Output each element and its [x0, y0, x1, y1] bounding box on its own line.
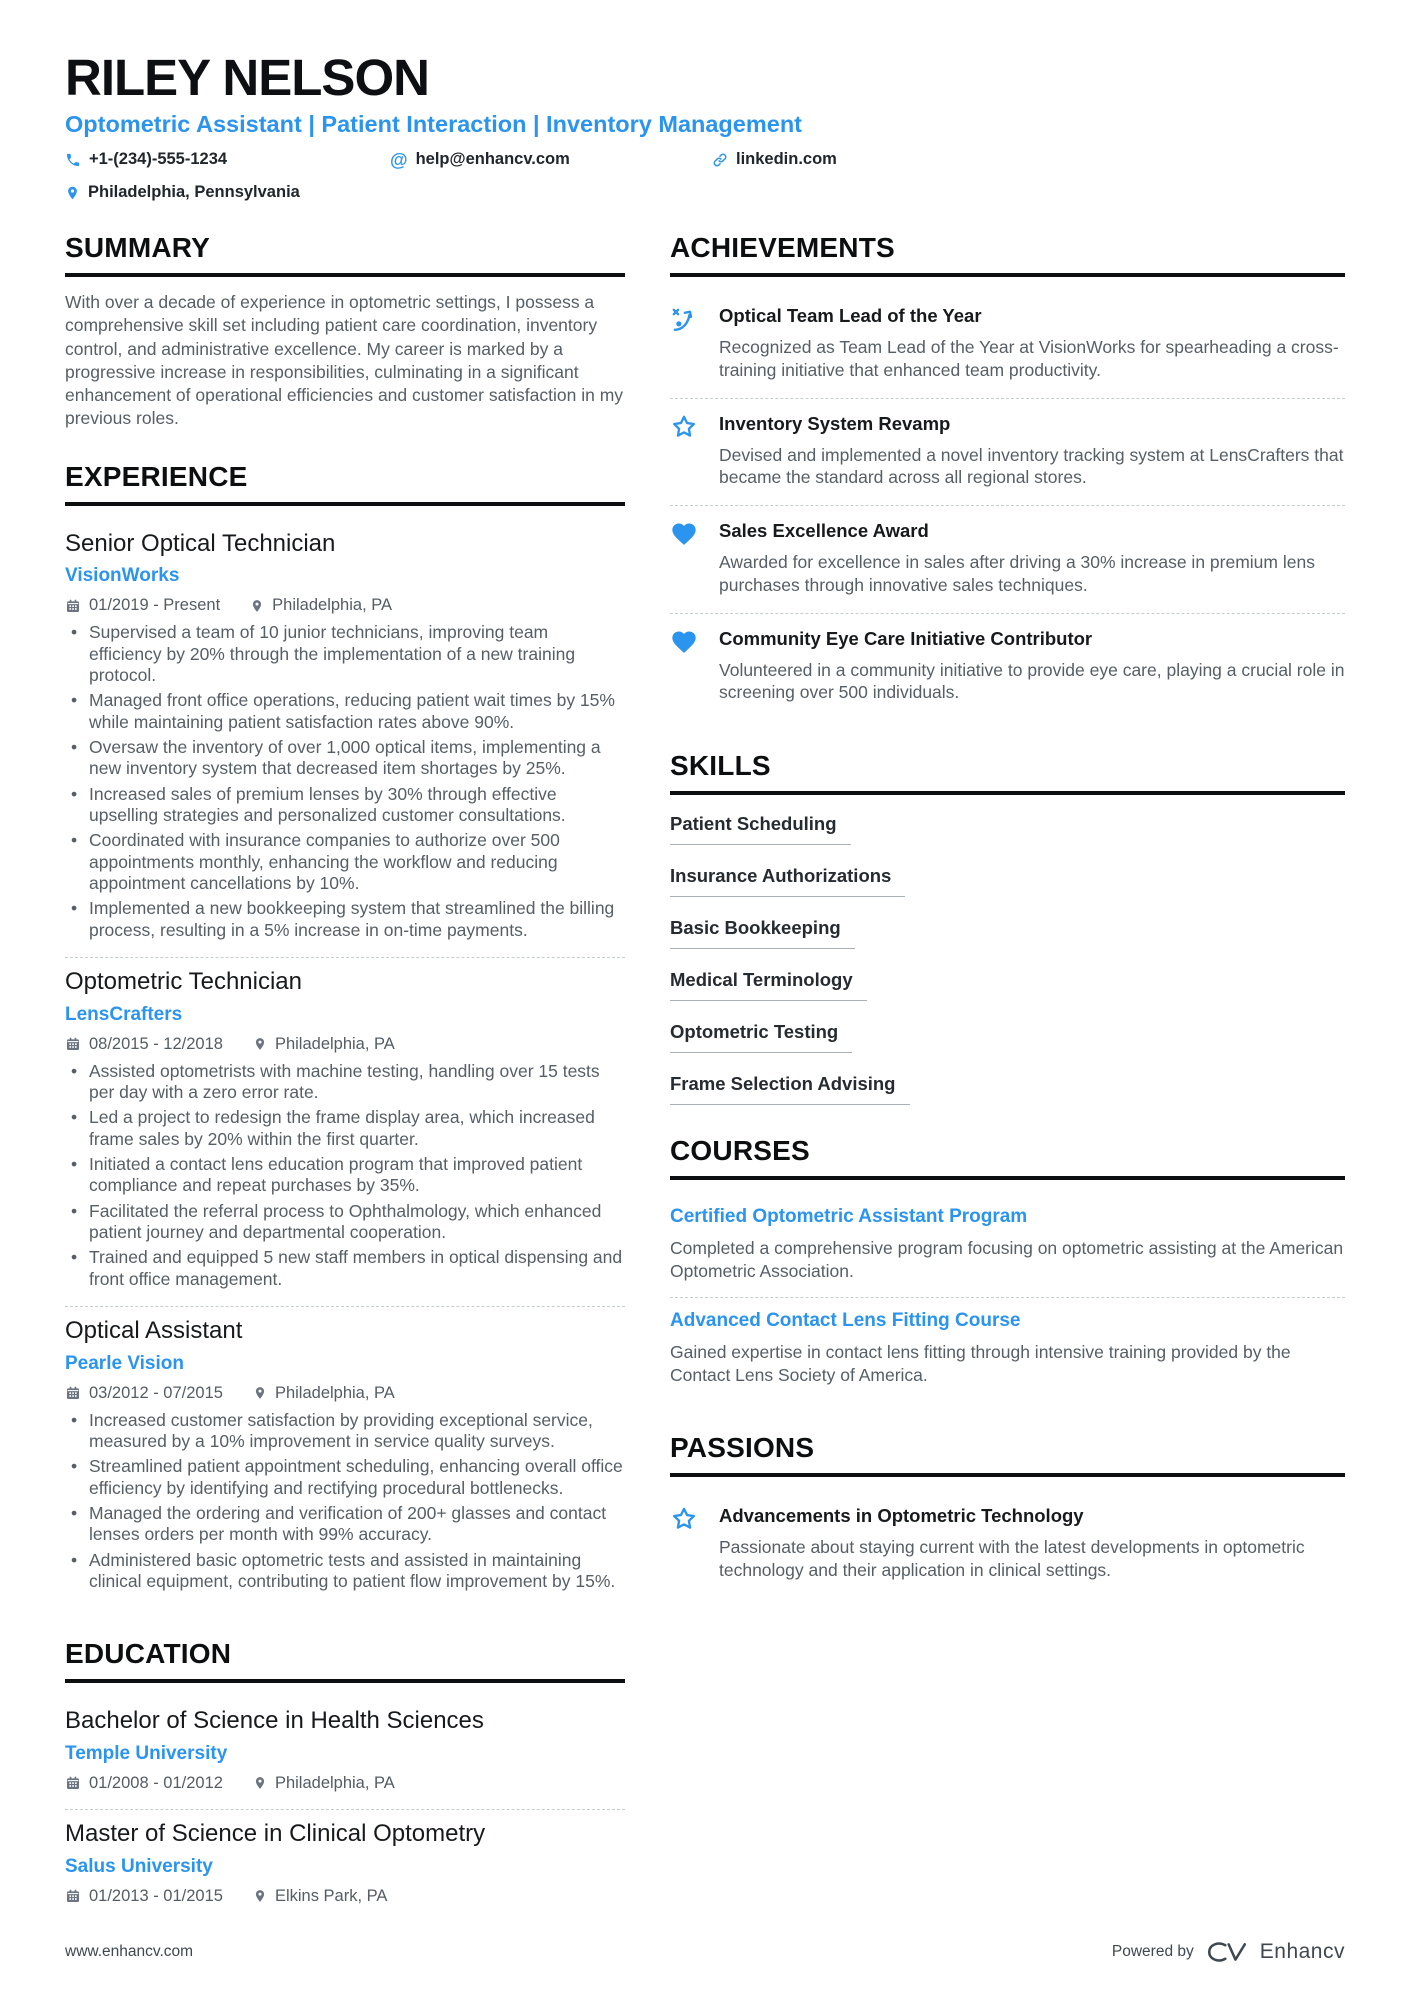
location-text: Philadelphia, PA	[272, 596, 393, 615]
date-text: 01/2013 - 01/2015	[89, 1886, 223, 1905]
experience-section	[65, 461, 625, 1609]
skills-section	[670, 750, 1345, 1105]
job-location	[250, 596, 392, 615]
right-column	[670, 232, 1345, 1597]
calendar-icon	[65, 1385, 81, 1401]
passion-icon	[670, 1504, 704, 1582]
school-name: Salus University	[65, 1855, 213, 1877]
skill-item	[670, 865, 1345, 897]
achievement-body	[719, 304, 1345, 382]
passion-item	[670, 1491, 1345, 1598]
date-text: 01/2008 - 01/2012	[89, 1773, 223, 1792]
phone-number: +1-(234)-555-1234	[89, 150, 228, 169]
achievement-item	[670, 291, 1345, 398]
achievements-heading: ACHIEVEMENTS	[670, 232, 1345, 277]
linkedin-url[interactable]: linkedin.com	[736, 150, 837, 169]
summary-text: With over a decade of experience in optometric settings, I possess a comprehensive skill set including patient care coordination, inventory control, and administrative excellence. My career is marked by a progressive increase in responsibilities, culminating in a significant enhancement of operational efficiencies and customer satisfaction in my previous roles.	[65, 292, 624, 429]
location-text: Philadelphia, PA	[274, 1773, 395, 1792]
pin-icon	[253, 1385, 267, 1401]
experience-list	[65, 520, 625, 1609]
achievement-text: Awarded for excellence in sales after driving a 30% increase in premium lens purchases through innovative sales techniques.	[719, 552, 1315, 595]
achievement-title: Inventory System Revamp	[719, 412, 951, 434]
achievement-icon	[670, 627, 704, 705]
course-title: Advanced Contact Lens Fitting Course	[670, 1310, 1021, 1332]
skill-item	[670, 969, 1345, 1001]
education-list	[65, 1697, 625, 1921]
bullet-item: • Streamlined patient appointment scheduling, enhancing overall office efficiency by identifying and rectifying procedural bottlenecks.	[65, 1456, 625, 1499]
location-text: Elkins Park, PA	[274, 1886, 388, 1905]
bullet-item: • Managed the ordering and verification of 200+ glasses and contact lenses orders per month with 99% accuracy.	[65, 1503, 625, 1546]
bullet-item: • Administered basic optometric tests and assisted in maintaining clinical equipment, contributing to patient flow improvement by 15%.	[65, 1550, 625, 1593]
skill-label: Insurance Authorizations	[670, 865, 905, 897]
achievement-body	[719, 519, 1345, 597]
email[interactable]	[390, 150, 570, 169]
heart-icon	[670, 628, 698, 656]
entry-meta	[65, 1774, 625, 1793]
summary-section	[65, 232, 625, 431]
achievements-list	[670, 291, 1345, 720]
course-title: Certified Optometric Assistant Program	[670, 1206, 1028, 1228]
strategy-icon	[670, 305, 698, 333]
entry-meta	[65, 596, 625, 615]
company-name: Pearle Vision	[65, 1352, 184, 1374]
footer-url[interactable]: www.enhancv.com	[65, 1943, 194, 1960]
powered-by-label: Powered by	[1111, 1943, 1194, 1960]
pin-icon	[250, 598, 264, 614]
experience-entry	[65, 1306, 625, 1608]
bullet-item: • Supervised a team of 10 junior technicians, improving team efficiency by 20% through the implementation of a new training protocol.	[65, 622, 625, 686]
person-name: RILEY NELSON	[65, 49, 429, 106]
pin-icon	[65, 185, 80, 201]
date-range	[65, 1887, 223, 1906]
skills-list	[670, 813, 1345, 1105]
entry-meta	[65, 1035, 625, 1054]
experience-heading: EXPERIENCE	[65, 461, 625, 506]
date-text: 03/2012 - 07/2015	[89, 1383, 223, 1402]
achievement-text: Devised and implemented a novel inventory tracking system at LensCrafters that became the standard across all regional stores.	[719, 444, 1344, 488]
skill-label: Frame Selection Advising	[670, 1073, 910, 1105]
bullet-list	[65, 1410, 625, 1593]
courses-heading: COURSES	[670, 1135, 1345, 1180]
course-item	[670, 1194, 1345, 1297]
skills-heading: SKILLS	[670, 750, 1345, 795]
course-text: Gained expertise in contact lens fitting through intensive training provided by the Contact Lens Society of America.	[670, 1342, 1291, 1385]
pin-icon	[253, 1036, 267, 1052]
courses-list	[670, 1194, 1345, 1402]
powered-by	[1112, 1939, 1345, 1965]
footer	[65, 1939, 1345, 1965]
skill-label: Basic Bookkeeping	[670, 917, 855, 949]
education-entry	[65, 1809, 625, 1922]
entry-meta	[65, 1384, 625, 1403]
date-range	[65, 1035, 223, 1054]
skill-item	[670, 1073, 1345, 1105]
location-text: Philadelphia, PA	[274, 1383, 395, 1402]
date-text: 08/2015 - 12/2018	[89, 1034, 223, 1053]
date-text: 01/2019 - Present	[89, 596, 221, 615]
phone-icon	[65, 152, 81, 168]
summary-heading: SUMMARY	[65, 232, 625, 277]
date-range	[65, 1774, 223, 1793]
degree-title: Master of Science in Clinical Optometry	[65, 1819, 486, 1847]
school-name: Temple University	[65, 1742, 228, 1764]
bullet-item: • Led a project to redesign the frame display area, which increased frame sales by 20% within the first quarter.	[65, 1107, 625, 1150]
achievement-icon	[670, 304, 704, 382]
job-location	[253, 1384, 395, 1403]
achievement-item	[670, 398, 1345, 506]
passion-text: Passionate about staying current with the latest developments in optometric technology and their application in clinical settings.	[719, 1536, 1305, 1580]
calendar-icon	[65, 1775, 81, 1791]
achievements-section	[670, 232, 1345, 720]
date-range	[65, 596, 220, 615]
job-title: Optometric Technician	[65, 968, 302, 996]
calendar-icon	[65, 1036, 81, 1052]
entry-meta	[65, 1887, 625, 1906]
achievement-title: Optical Team Lead of the Year	[719, 305, 982, 327]
achievement-item	[670, 505, 1345, 613]
location-text: Philadelphia, PA	[274, 1034, 395, 1053]
left-column	[65, 232, 625, 1922]
calendar-icon	[65, 1888, 81, 1904]
columns	[65, 232, 1345, 1922]
linkedin[interactable]	[712, 150, 837, 169]
achievement-title: Sales Excellence Award	[719, 520, 929, 542]
job-title: Senior Optical Technician	[65, 529, 336, 557]
achievement-icon	[670, 519, 704, 597]
skill-item	[670, 1021, 1345, 1053]
headline: Optometric Assistant | Patient Interaction | Inventory Management	[65, 111, 803, 138]
bullet-item: • Managed front office operations, reducing patient wait times by 15% while maintaining patient satisfaction rates above 90%.	[65, 690, 625, 733]
passion-body	[719, 1504, 1345, 1582]
calendar-icon	[65, 598, 81, 614]
achievement-text: Volunteered in a community initiative to provide eye care, playing a crucial role in screening over 500 individuals.	[719, 659, 1345, 703]
achievement-icon	[670, 412, 704, 490]
course-item	[670, 1297, 1345, 1401]
education-entry	[65, 1697, 625, 1809]
achievement-title: Community Eye Care Initiative Contributor	[719, 627, 1093, 649]
star-icon	[670, 413, 698, 441]
passions-list	[670, 1491, 1345, 1598]
at-icon: @	[390, 149, 408, 170]
skill-label: Optometric Testing	[670, 1021, 852, 1053]
achievement-text: Recognized as Team Lead of the Year at VisionWorks for spearheading a cross-training initiative that enhanced team productivity.	[719, 337, 1339, 380]
bullet-item: • Oversaw the inventory of over 1,000 optical items, implementing a new inventory system that decreased item shortages by 25%.	[65, 737, 625, 780]
school-location	[253, 1887, 387, 1906]
header	[65, 49, 1345, 202]
skill-item	[670, 917, 1345, 949]
date-range	[65, 1384, 223, 1403]
experience-entry	[65, 520, 625, 957]
school-location	[253, 1774, 395, 1793]
enhancv-logo-icon[interactable]	[1205, 1939, 1249, 1965]
contact-row	[65, 150, 1345, 176]
link-icon	[712, 152, 728, 168]
brand-name[interactable]: Enhancv	[1259, 1940, 1345, 1963]
achievement-body	[719, 412, 1345, 490]
heart-icon	[670, 520, 698, 548]
bullet-item: • Increased sales of premium lenses by 30% through effective upselling strategies and personalized customer consultations.	[65, 784, 625, 827]
bullet-list	[65, 622, 625, 941]
bullet-item: • Coordinated with insurance companies to authorize over 500 appointments monthly, enhancing the workflow and reducing appointment cancellations by 10%.	[65, 830, 625, 894]
bullet-item: • Facilitated the referral process to Ophthalmology, which enhanced patient journey and departmental cooperation.	[65, 1201, 625, 1244]
location-row	[65, 183, 1345, 202]
bullet-item: • Initiated a contact lens education program that improved patient compliance and repeat purchases by 35%.	[65, 1154, 625, 1197]
phone	[65, 150, 227, 169]
passions-section	[670, 1432, 1345, 1598]
location-text: Philadelphia, Pennsylvania	[88, 183, 300, 202]
skill-label: Patient Scheduling	[670, 813, 851, 845]
skill-label: Medical Terminology	[670, 969, 867, 1001]
achievement-body	[719, 627, 1345, 705]
bullet-item: • Increased customer satisfaction by providing exceptional service, measured by a 10% improvement in service quality surveys.	[65, 1410, 625, 1453]
bullet-item: • Trained and equipped 5 new staff members in optical dispensing and front office management.	[65, 1247, 625, 1290]
education-heading: EDUCATION	[65, 1638, 625, 1683]
bullet-item: • Assisted optometrists with machine testing, handling over 15 tests per day with a zero error rate.	[65, 1061, 625, 1104]
degree-title: Bachelor of Science in Health Sciences	[65, 1707, 484, 1735]
passions-heading: PASSIONS	[670, 1432, 1345, 1477]
education-section	[65, 1638, 625, 1921]
achievement-item	[670, 613, 1345, 721]
pin-icon	[253, 1775, 267, 1791]
experience-entry	[65, 957, 625, 1306]
bullet-list	[65, 1061, 625, 1290]
pin-icon	[253, 1888, 267, 1904]
star-icon	[670, 1505, 698, 1533]
company-name: LensCrafters	[65, 1003, 183, 1025]
email-address[interactable]: help@enhancv.com	[415, 150, 570, 169]
courses-section	[670, 1135, 1345, 1402]
company-name: VisionWorks	[65, 565, 180, 587]
bullet-item: • Implemented a new bookkeeping system that streamlined the billing process, resulting in a 5% increase in on-time payments.	[65, 898, 625, 941]
course-text: Completed a comprehensive program focusing on optometric assisting at the American Optometric Association.	[670, 1237, 1344, 1281]
passion-title: Advancements in Optometric Technology	[719, 1504, 1084, 1526]
job-location	[253, 1035, 395, 1054]
skill-item	[670, 813, 1345, 845]
job-title: Optical Assistant	[65, 1317, 243, 1345]
